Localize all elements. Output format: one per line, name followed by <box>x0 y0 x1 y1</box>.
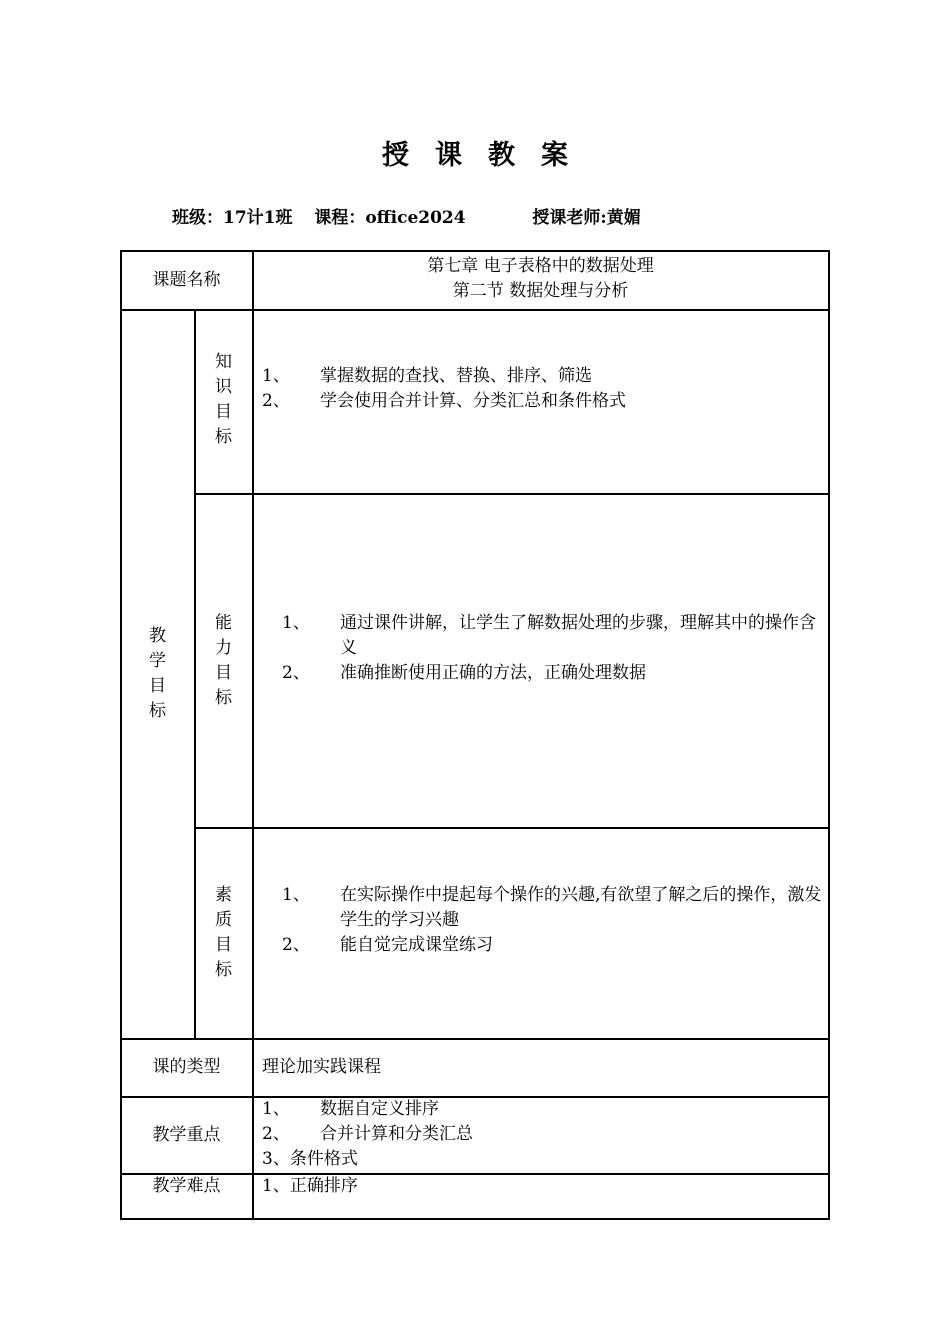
difficulties-label: 教学难点 <box>152 1176 221 1196</box>
divider-after-ability <box>194 827 830 829</box>
key-points-label: 教学重点 <box>152 1124 221 1145</box>
header-info <box>172 203 641 228</box>
topic-value <box>253 254 828 308</box>
knowledge-goals-label: 知 识 目 标 <box>215 352 232 447</box>
list-item: 2、 能自觉完成课堂练习 <box>282 935 493 955</box>
lesson-type-value: 理论加实践课程 <box>262 1057 381 1077</box>
topic-section: 第二节 数据处理与分析 <box>452 281 629 301</box>
ability-goals-label: 能 力 目 标 <box>215 613 232 708</box>
divider-label-column <box>252 250 254 1219</box>
course-label: 课程：office2024 <box>314 208 466 228</box>
topic-chapter: 第七章 电子表格中的数据处理 <box>427 256 654 276</box>
list-item: 1、 通过课件讲解，让学生了解数据处理的步骤，理解其中的操作含义 <box>282 613 816 658</box>
list-item: 3、条件格式 <box>262 1149 358 1169</box>
list-item: 2、 学会使用合并计算、分类汇总和条件格式 <box>262 391 626 411</box>
list-item: 1、 数据自定义排序 <box>262 1099 439 1119</box>
topic-label: 课题名称 <box>152 269 221 290</box>
list-item: 1、 在实际操作中提起每个操作的兴趣,有欲望了解之后的操作，激发学生的学习兴趣 <box>282 885 822 930</box>
divider-after-topic <box>120 309 830 311</box>
table-border-bottom <box>120 1218 830 1220</box>
teaching-goals-label <box>121 310 194 1038</box>
difficulties-value: 1、正确排序 <box>262 1176 358 1196</box>
teacher-label: 授课老师:黄媚 <box>532 208 641 228</box>
knowledge-goals-list <box>262 364 822 414</box>
lesson-type-label: 课的类型 <box>152 1057 221 1077</box>
document-title: 授课教案 <box>382 140 594 171</box>
class-label: 班级：17计1班 <box>172 208 293 228</box>
quality-goals-label: 素 质 目 标 <box>215 885 232 980</box>
teaching-goals-text: 教 学 目 标 <box>149 626 166 721</box>
list-item: 2、 准确推断使用正确的方法，正确处理数据 <box>282 663 646 683</box>
table-border-right <box>828 250 830 1219</box>
ability-goals-list <box>282 611 822 686</box>
quality-goals-list <box>282 883 822 958</box>
divider-after-knowledge <box>194 493 830 495</box>
list-item: 1、 掌握数据的查找、替换、排序、筛选 <box>262 366 592 386</box>
key-points-list <box>262 1097 822 1172</box>
list-item: 2、 合并计算和分类汇总 <box>262 1124 473 1144</box>
